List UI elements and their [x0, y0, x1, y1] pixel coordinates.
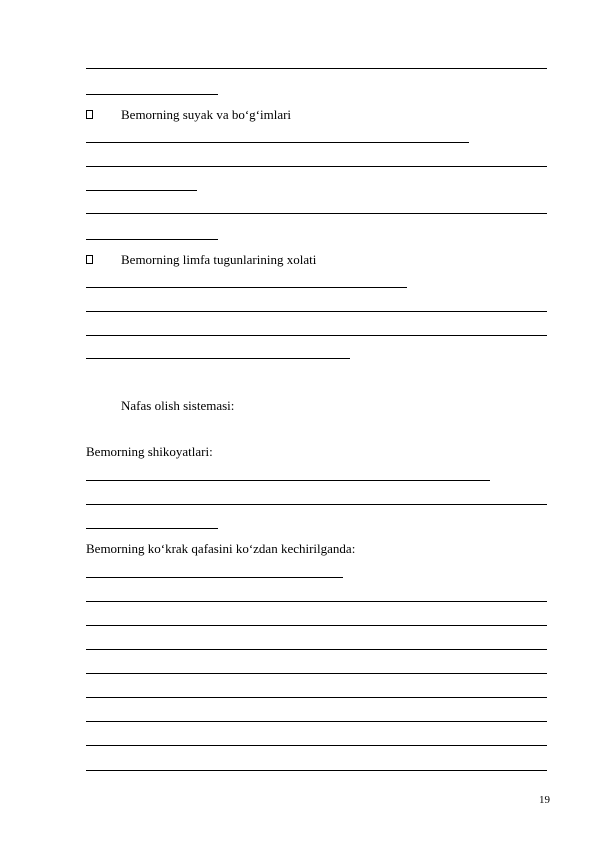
fill-line — [86, 94, 218, 95]
fill-line — [86, 190, 197, 191]
item-bones-joints: Bemorning suyak va bo‘g‘imlari — [121, 107, 292, 122]
fill-line — [86, 68, 547, 69]
fill-line — [86, 601, 547, 602]
fill-line — [86, 577, 343, 578]
section-chest-inspection: Bemorning ko‘krak qafasini ko‘zdan kechirilganda: — [86, 541, 356, 556]
fill-line — [86, 213, 547, 214]
fill-line — [86, 770, 547, 771]
bullet-square-icon — [86, 255, 93, 264]
fill-line — [86, 142, 469, 143]
fill-line — [86, 287, 407, 288]
section-respiratory-system: Nafas olish sistemasi: — [121, 398, 235, 413]
fill-line — [86, 625, 547, 626]
item-lymph-nodes: Bemorning limfa tugunlarining xolati — [121, 252, 317, 267]
fill-line — [86, 239, 218, 240]
page-number: 19 — [539, 794, 550, 806]
fill-line — [86, 504, 547, 505]
fill-line — [86, 358, 350, 359]
fill-line — [86, 649, 547, 650]
fill-line — [86, 335, 547, 336]
fill-line — [86, 480, 490, 481]
section-complaints: Bemorning shikoyatlari: — [86, 444, 213, 459]
bullet-square-icon — [86, 110, 93, 119]
fill-line — [86, 673, 547, 674]
fill-line — [86, 697, 547, 698]
fill-line — [86, 311, 547, 312]
fill-line — [86, 745, 547, 746]
fill-line — [86, 528, 218, 529]
fill-line — [86, 721, 547, 722]
fill-line — [86, 166, 547, 167]
